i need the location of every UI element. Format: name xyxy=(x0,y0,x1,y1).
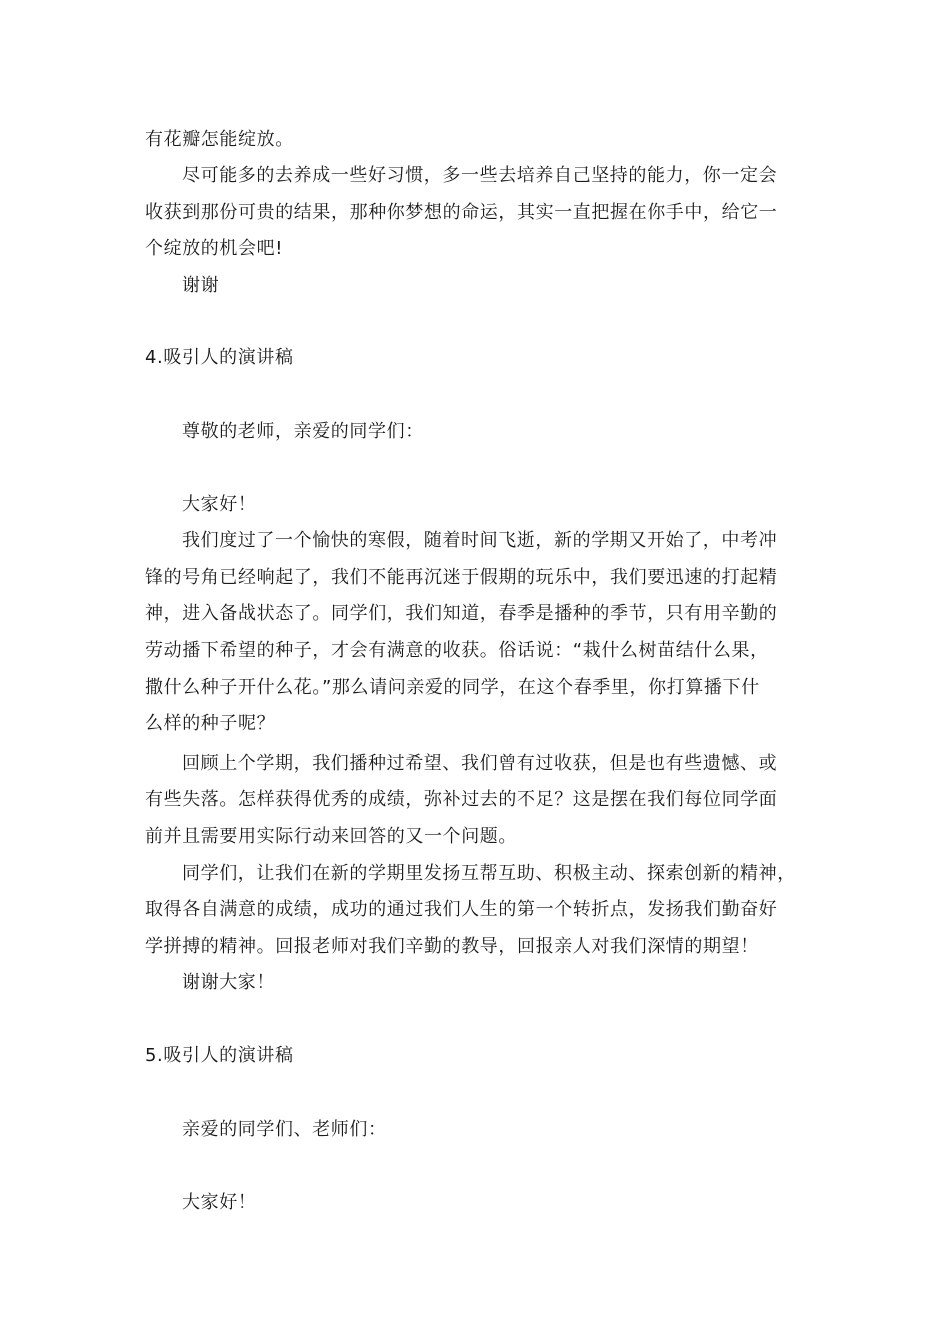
paragraph-line: 同学们，让我们在新的学期里发扬互帮互助、积极主动、探索创新的精神， xyxy=(182,863,796,884)
paragraph-line: 谢谢 xyxy=(182,275,220,296)
paragraph-line: 学拼搏的精神。回报老师对我们辛勤的教导，回报亲人对我们深情的期望！ xyxy=(145,936,759,957)
paragraph-line: 回顾上个学期，我们播种过希望、我们曾有过收获，但是也有些遗憾、或 xyxy=(182,753,778,774)
greeting: 大家好！ xyxy=(182,494,257,515)
paragraph-line: 我们度过了一个愉快的寒假，随着时间飞逝，新的学期又开始了，中考冲 xyxy=(182,530,778,551)
paragraph-line: 个绽放的机会吧! xyxy=(145,238,284,259)
salutation: 尊敬的老师，亲爱的同学们： xyxy=(182,421,424,442)
paragraph-line: 收获到那份可贵的结果，那种你梦想的命运，其实一直把握在你手中，给它一 xyxy=(145,202,778,223)
closing-line: 谢谢大家！ xyxy=(182,972,275,993)
paragraph-line: 锋的号角已经响起了，我们不能再沉迷于假期的玩乐中，我们要迅速的打起精 xyxy=(145,567,778,588)
paragraph-line: 劳动播下希望的种子，才会有满意的收获。俗话说：“栽什么树苗结什么果， xyxy=(145,640,769,661)
salutation: 亲爱的同学们、老师们： xyxy=(182,1119,387,1140)
paragraph-line: 取得各自满意的成绩，成功的通过我们人生的第一个转折点，发扬我们勤奋好 xyxy=(145,899,778,920)
paragraph-line: 神，进入备战状态了。同学们，我们知道，春季是播种的季节，只有用辛勤的 xyxy=(145,603,778,624)
paragraph-line: 么样的种子呢？ xyxy=(145,713,276,734)
paragraph-line: 撒什么种子开什么花。”那么请问亲爱的同学，在这个春季里，你打算播下什 xyxy=(145,677,760,698)
section-heading: 5.吸引人的演讲稿 xyxy=(145,1045,294,1066)
section-heading: 4.吸引人的演讲稿 xyxy=(145,347,294,368)
paragraph-line: 有花瓣怎能绽放。 xyxy=(145,129,294,150)
paragraph-line: 有些失落。怎样获得优秀的成绩，弥补过去的不足？这是摆在我们每位同学面 xyxy=(145,789,778,810)
paragraph-line: 尽可能多的去养成一些好习惯，多一些去培养自己坚持的能力，你一定会 xyxy=(182,165,778,186)
greeting: 大家好！ xyxy=(182,1192,257,1213)
paragraph-line: 前并且需要用实际行动来回答的又一个问题。 xyxy=(145,826,517,847)
